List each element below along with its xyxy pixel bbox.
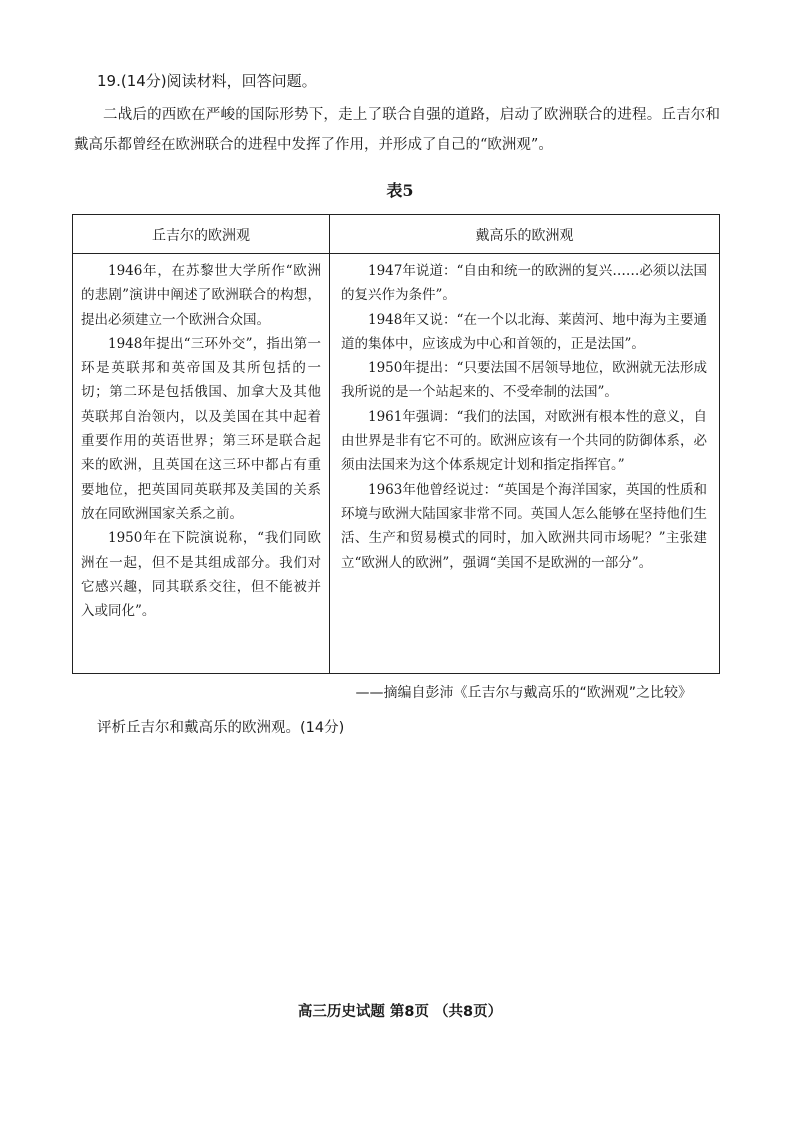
question-header: 19.(14分)阅读材料，回答问题。 xyxy=(97,72,317,90)
comparison-table xyxy=(72,214,720,674)
churchill-cell xyxy=(81,259,321,623)
churchill-paragraph: 1946年，在苏黎世大学所作“欧洲的悲剧”演讲中阐述了欧洲联合的构想，提出必须建立一个欧洲合众国。 xyxy=(81,263,321,328)
degaulle-paragraph: 1963年他曾经说过：“英国是个海洋国家，英国的性质和环境与欧洲大陆国家非常不同。英国人怎么能够在坚持他们生活、生产和贸易模式的同时，加入欧洲共同市场呢？”主张建立“欧洲人的欧洲”，强调“美国不是欧洲的一部分”。 xyxy=(341,481,707,571)
table-title: 表5 xyxy=(386,181,414,200)
table-header-row xyxy=(73,215,719,254)
churchill-paragraph: 1948年提出“三环外交”，指出第一环是英联邦和英帝国及其所包括的一切；第二环是包括俄国、加拿大及其他英联邦自治领内，以及美国在其中起着重要作用的英语世界；第三环是联合起来的欧洲，且英国在这三环中都占有重要地位，把英国同英联邦及美国的关系放在同欧洲国家关系之前。 xyxy=(81,335,321,522)
table-header-churchill: 丘吉尔的欧洲观 xyxy=(152,228,250,244)
churchill-paragraph: 1950年在下院演说称，“我们同欧洲在一起，但不是其组成部分。我们对它感兴趣，同其联系交往，但不能被并入或同化”。 xyxy=(81,530,321,620)
degaulle-paragraph: 1961年强调：“我们的法国，对欧洲有根本性的意义，自由世界是非有它不可的。欧洲应该有一个共同的防御体系，必须由法国来为这个体系规定计划和指定指挥官。” xyxy=(341,408,707,474)
table-source-citation: ——摘编自彭沛《丘吉尔与戴高乐的“欧洲观”之比较》 xyxy=(355,685,692,701)
degaulle-paragraph: 1950年提出：“只要法国不居领导地位，欧洲就无法形成我所说的是一个站起来的、不受牵制的法国”。 xyxy=(341,360,707,401)
degaulle-paragraph: 1947年说道：“自由和统一的欧洲的复兴……必须以法国的复兴作为条件”。 xyxy=(341,263,707,304)
question-prompt: 评析丘吉尔和戴高乐的欧洲观。(14分) xyxy=(97,720,345,736)
degaulle-cell xyxy=(341,259,707,575)
table-header-degaulle: 戴高乐的欧洲观 xyxy=(475,228,574,244)
table-column-divider xyxy=(329,215,330,673)
degaulle-paragraph: 1948年又说：“在一个以北海、莱茵河、地中海为主要通道的集体中，应该成为中心和首领的，正是法国”。 xyxy=(341,311,707,352)
page-footer: 高三历史试题 第8页 （共8页） xyxy=(297,1004,503,1020)
question-intro: 二战后的西欧在严峻的国际形势下，走上了联合自强的道路，启动了欧洲联合的进程。丘吉尔和戴高乐都曾经在欧洲联合的进程中发挥了作用，并形成了自己的“欧洲观”。 xyxy=(74,107,720,153)
